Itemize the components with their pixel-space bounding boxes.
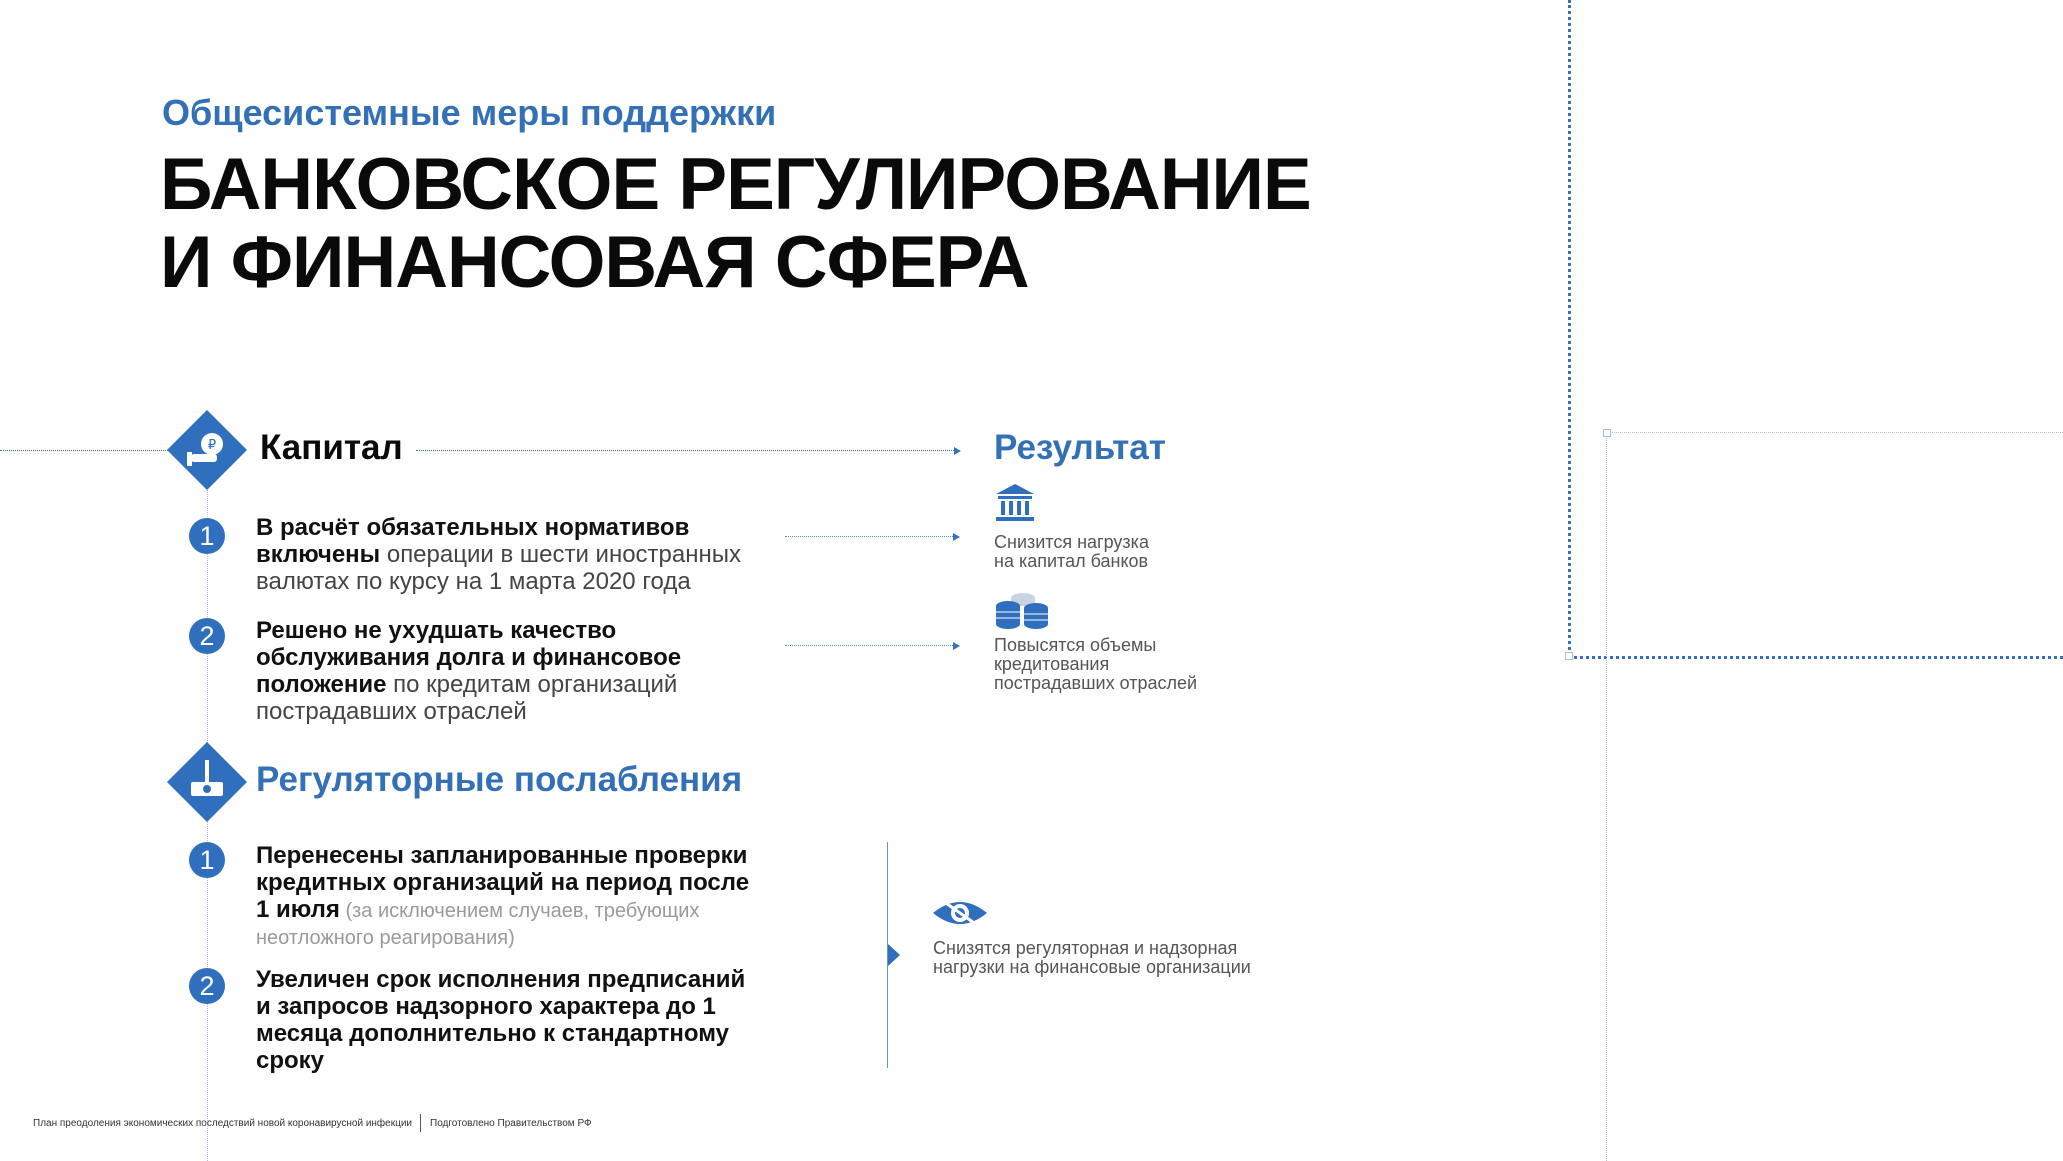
page-title-line2: И ФИНАНСОВАЯ СФЕРА: [160, 222, 1029, 303]
regulatory-item-1: [256, 842, 756, 950]
regulatory-diamond-icon: [167, 742, 247, 822]
result-2-text: Повысятся объемы кредитования пострадавших отраслей: [994, 635, 1198, 693]
regulatory-bracket-arrow: [888, 944, 900, 966]
regulatory-item-1-number: 1: [189, 842, 225, 878]
capital-title: Капитал: [260, 428, 403, 467]
regulatory-item-2-number: 2: [189, 968, 225, 1004]
capital-item-1-number: 1: [189, 518, 225, 554]
capital-item-1-bold: В расчёт обязательных нормативов включены: [256, 514, 690, 568]
page-title: [160, 146, 1311, 302]
result-arrow-line-1: [785, 536, 953, 537]
coins-icon: [994, 590, 1052, 630]
bank-icon: [994, 482, 1036, 522]
capital-row-arrow: [954, 447, 961, 455]
result-arrow-line-2: [785, 645, 953, 646]
regulatory-title: Регуляторные послабления: [256, 760, 743, 799]
footer-left: План преодоления экономических последствий новой коронавирусной инфекции: [33, 1118, 412, 1129]
page-subtitle: Общесистемные меры поддержки: [162, 92, 777, 133]
svg-text:₽: ₽: [207, 438, 217, 453]
footer-right: Подготовлено Правительством РФ: [430, 1118, 592, 1129]
result-title: Результат: [994, 428, 1166, 467]
result-3-text: Снизятся регуляторная и надзорная нагрузки на финансовые организации: [933, 938, 1251, 977]
timeline-line: [207, 490, 208, 1161]
result-arrow-head-2: [953, 642, 960, 650]
regulatory-item-2-bold: Увеличен срок исполнения предписаний и запросов надзорного характера до 1 месяца дополнительно к стандартному сроку: [256, 966, 746, 1074]
capital-item-2-bold: Решено не ухудшать качество обслуживания долга и финансовое положение: [256, 617, 682, 698]
decor-corner-square: [1603, 429, 1611, 437]
capital-item-2-number: 2: [189, 618, 225, 654]
result-1-text: Снизится нагрузка на капитал банков: [994, 532, 1149, 571]
regulatory-item-1-bold: Перенесены запланированные проверки кредитных организаций на период после 1 июля: [256, 842, 750, 923]
regulatory-item-2: [256, 966, 756, 1074]
footer-divider: [420, 1114, 421, 1132]
eye-icon: [931, 897, 989, 929]
capital-item-1: [256, 514, 776, 595]
capital-item-1-text: операции в шести иностранных валютах по курсу на 1 марта 2020 года: [256, 541, 741, 595]
capital-item-2-text: по кредитам организаций пострадавших отраслей: [256, 671, 678, 725]
decor-thin-vertical-line: [1606, 432, 1607, 1161]
decor-vertical-line: [1568, 0, 1571, 655]
result-arrow-head-1: [953, 533, 960, 541]
capital-diamond-icon: [167, 410, 247, 490]
decor-thin-horizontal-line: [1606, 432, 2063, 433]
capital-row-line-right: [416, 450, 956, 451]
decor-corner-square: [1565, 652, 1573, 660]
capital-row-line-left: [0, 450, 168, 451]
capital-item-2: [256, 617, 776, 725]
page-title-line1: БАНКОВСКОЕ РЕГУЛИРОВАНИЕ: [160, 144, 1311, 225]
decor-horizontal-line: [1568, 656, 2063, 659]
regulatory-item-1-note: (за исключением случаев, требующих неотложного реагирования): [256, 900, 700, 949]
